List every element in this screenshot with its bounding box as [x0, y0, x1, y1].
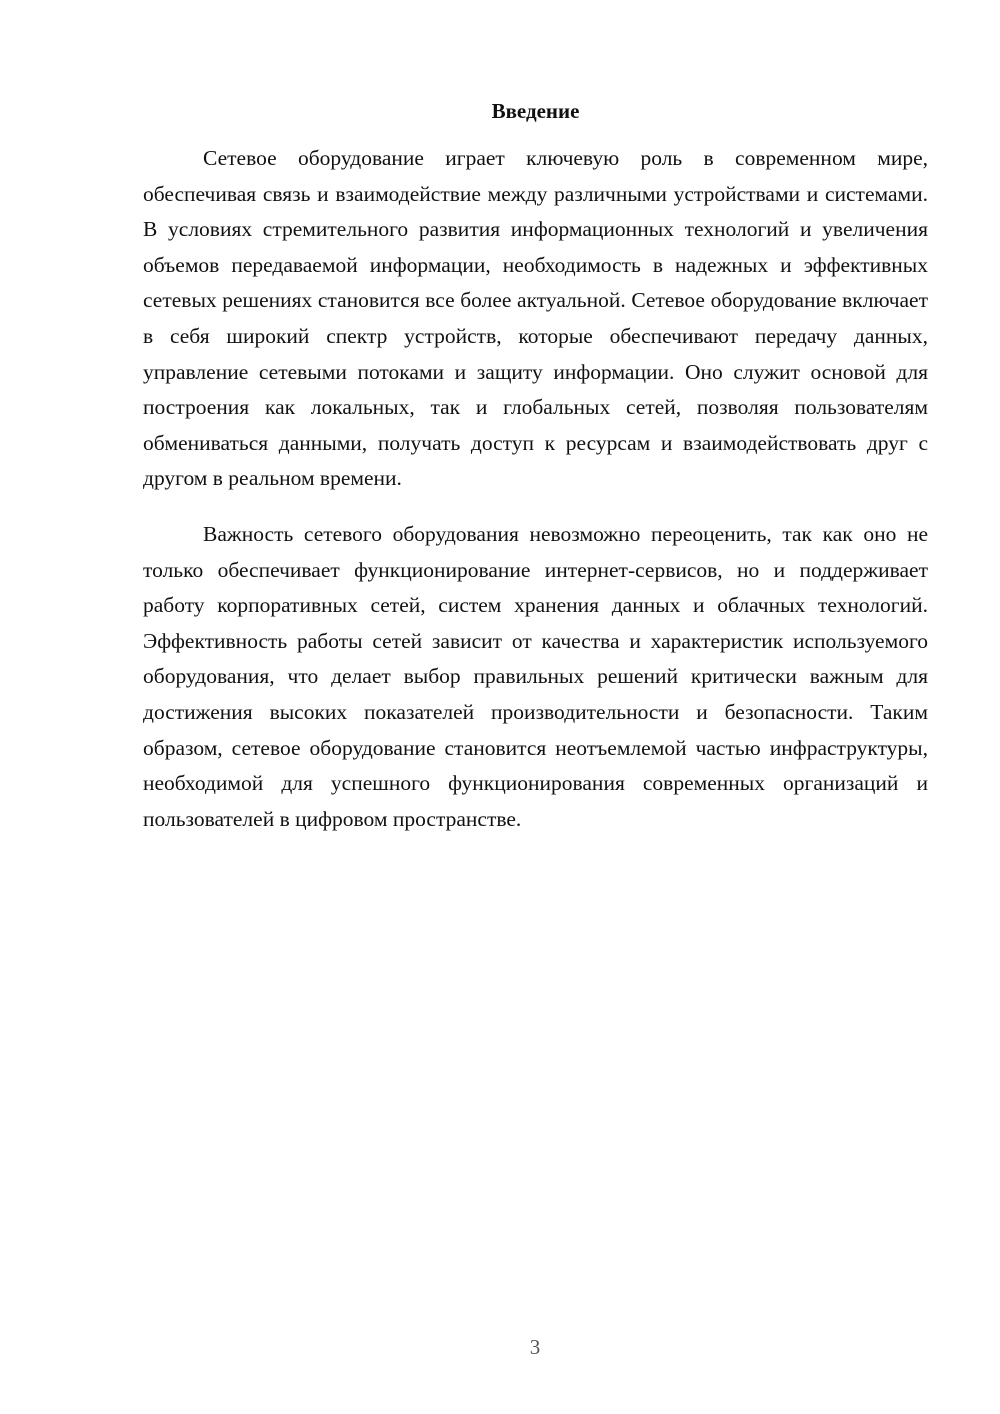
paragraph-1: Сетевое оборудование играет ключевую роль в современном мире, обеспечивая связь и взаимодействие между различными устройствами и системами. В условиях стремительного развития информационных технологий и увеличения объемов передаваемой информации, необходимость в надежных и эффективных сетевых решениях становится все более актуальной. Сетевое оборудование включает в себя широкий спектр устройств, которые обеспечивают передачу данных, управление сетевыми потоками и защиту информации. Оно служит основой для построения как локальных, так и глобальных сетей, позволяя пользователям обмениваться данными, получать доступ к ресурсам и взаимодействовать друг с другом в реальном времени.: [143, 146, 928, 491]
paragraph-2: Важность сетевого оборудования невозможно переоценить, так как оно не только обеспечивает функционирование интернет-сервисов, но и поддерживает работу корпоративных сетей, систем хранения данных и облачных технологий. Эффективность работы сетей зависит от качества и характеристик используемого оборудования, что делает выбор правильных решений критически важным для достижения высоких показателей производительности и безопасности. Таким образом, сетевое оборудование становится неотъемлемой частью инфраструктуры, необходимой для успешного функционирования современных организаций и пользователей в цифровом пространстве.: [143, 521, 928, 831]
body-text: [143, 141, 928, 857]
page-number: 3: [529, 1335, 541, 1359]
section-heading: Введение: [491, 99, 580, 123]
